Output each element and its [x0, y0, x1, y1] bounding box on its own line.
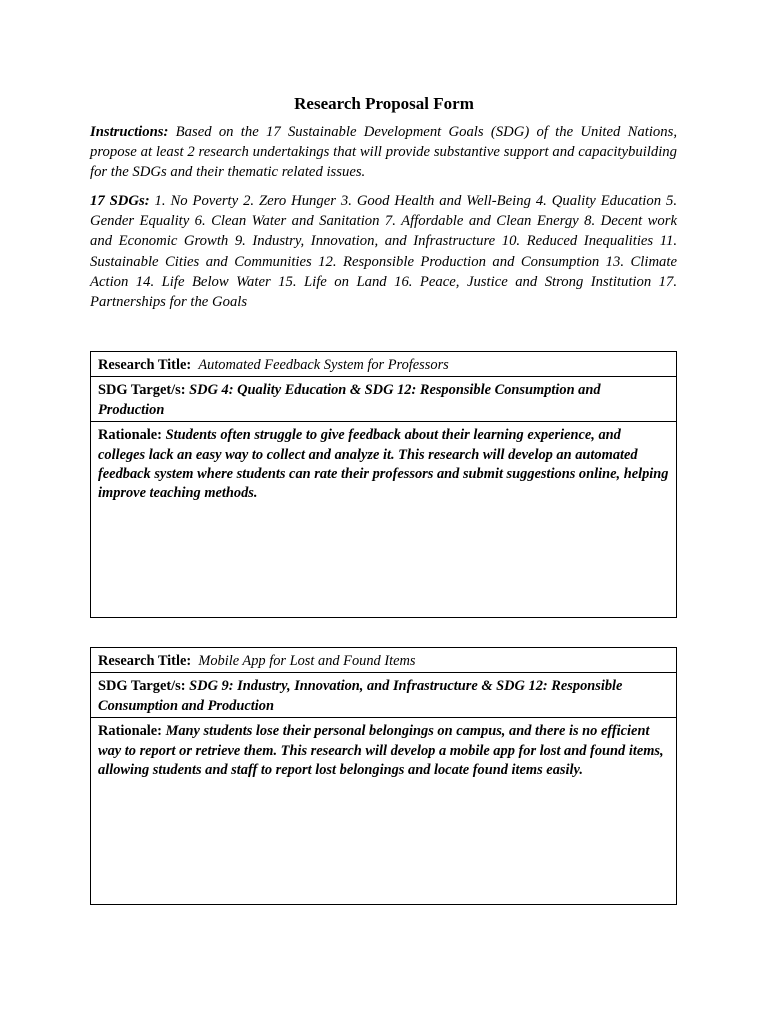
research-title-row: [91, 648, 676, 673]
sdg-target-label: SDG Target/s:: [98, 678, 186, 695]
sdg-target-row: [91, 673, 676, 718]
sdg-list-text: 1. No Poverty 2. Zero Hunger 3. Good Health and Well-Being 4. Quality Education 5. Gender Equality 6. Clean Water and Sanitation 7. Affordable and Clean Energy 8. Decent work and Economic Growth 9. Industry, Innovation, and Infrastructure 10. Reduced Inequalities 11. Sustainable Cities and Communities 12. Responsible Production and Consumption 13. Climate Action 14. Life Below Water 15. Life on Land 16. Peace, Justice and Strong Institution 17. Partnerships for the Goals: [90, 193, 678, 311]
sdg-target-value: SDG 4: Quality Education & SDG 12: Responsible Consumption and Production: [98, 382, 601, 418]
research-title-value: Automated Feedback System for Professors: [198, 357, 449, 373]
rationale-row: [91, 718, 676, 781]
research-title-label: Research Title:: [98, 653, 192, 669]
rationale-label: Rationale:: [98, 427, 162, 444]
instructions-paragraph: [90, 122, 677, 183]
sdg-target-label: SDG Target/s:: [98, 382, 186, 399]
rationale-label: Rationale:: [98, 723, 162, 740]
rationale-value: Many students lose their personal belongings on campus, and there is no efficient way to report or retrieve them. This research will develop a mobile app for lost and found items, allowing students and staff to report lost belongings and locate found items easily.: [98, 723, 664, 779]
page-title: Research Proposal Form: [294, 94, 474, 113]
sdg-list-label: 17 SDGs:: [90, 193, 150, 209]
research-title-label: Research Title:: [98, 357, 192, 373]
instructions-text: Based on the 17 Sustainable Development Goals (SDG) of the United Nations, propose at least 2 research undertakings that will provide substantive support and capacitybuilding for the SDGs and their thematic related issues.: [90, 124, 678, 181]
research-title-row: [91, 352, 676, 377]
rationale-value: Students often struggle to give feedback about their learning experience, and colleges lack an easy way to collect and analyze it. This research will develop an automated feedback system where students can rate their professors and submit suggestions online, helping improve teaching methods.: [98, 427, 669, 502]
sdg-list-paragraph: [90, 191, 677, 312]
research-title-value: Mobile App for Lost and Found Items: [198, 653, 416, 669]
instructions-label: Instructions:: [90, 124, 169, 140]
sdg-target-row: [91, 377, 676, 422]
rationale-row: [91, 422, 676, 505]
sdg-target-value: SDG 9: Industry, Innovation, and Infrastructure & SDG 12: Responsible Consumption and Production: [98, 678, 623, 714]
proposal-table-1: [90, 351, 677, 618]
proposal-table-2: [90, 647, 677, 905]
